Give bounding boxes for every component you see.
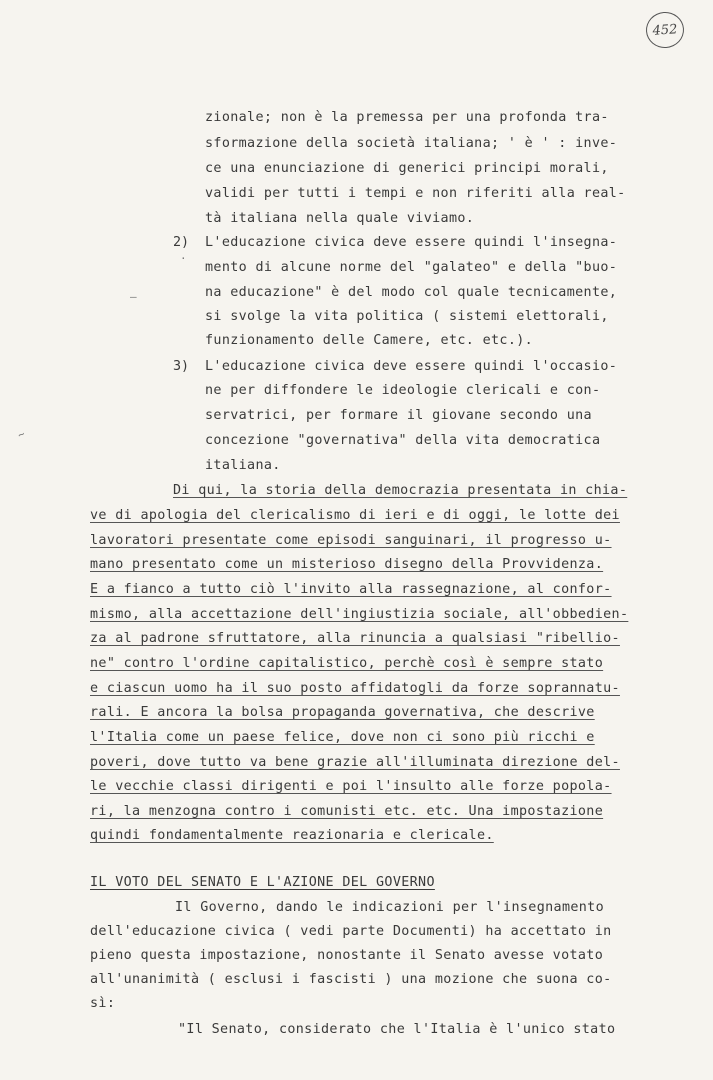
text-line: le vecchie classi dirigenti e poi l'insulto alle forze popola- <box>90 779 612 794</box>
text-line: pieno questa impostazione, nonostante il Senato avesse votato <box>90 948 604 963</box>
text-line: all'unanimità ( esclusi i fascisti ) una mozione che suona co- <box>90 972 612 987</box>
text-line: servatrici, per formare il giovane secondo una <box>205 408 592 423</box>
list-item-number: 3) <box>173 359 190 374</box>
page-number-stamp: 452 <box>645 11 685 50</box>
text-line: ce una enunciazione di generici principi morali, <box>205 161 609 176</box>
text-line: ne" contro l'ordine capitalistico, perchè così è sempre stato <box>90 656 604 671</box>
text-line: rali. E ancora la bolsa propaganda governativa, che descrive <box>90 705 595 720</box>
text-line: Il Governo, dando le indicazioni per l'insegnamento <box>175 900 605 915</box>
margin-mark: – <box>130 290 137 303</box>
text-line: funzionamento delle Camere, etc. etc.). <box>205 333 534 348</box>
text-line: na educazione" è del modo col quale tecnicamente, <box>205 285 618 300</box>
text-line: si svolge la vita politica ( sistemi elettorali, <box>205 309 609 324</box>
text-line: lavoratori presentate come episodi sanguinari, il progresso u- <box>90 533 612 548</box>
text-line: validi per tutti i tempi e non riferiti alla real- <box>205 186 626 201</box>
text-line: l'Italia come un paese felice, dove non ci sono più ricchi e <box>90 730 595 745</box>
text-line: dell'educazione civica ( vedi parte Documenti) ha accettato in <box>90 924 612 939</box>
text-line: E a fianco a tutto ciò l'invito alla rassegnazione, al confor- <box>90 582 612 597</box>
section-heading: IL VOTO DEL SENATO E L'AZIONE DEL GOVERNO <box>90 875 435 890</box>
text-line: quindi fondamentalmente reazionaria e clericale. <box>90 828 494 843</box>
text-line: Di qui, la storia della democrazia presentata in chia- <box>173 483 628 498</box>
text-line: poveri, dove tutto va bene grazie all'illuminata direzione del- <box>90 755 620 770</box>
text-line: za al padrone sfruttatore, alla rinuncia a qualsiasi "ribellio- <box>90 631 620 646</box>
text-line: concezione "governativa" della vita democratica <box>205 433 601 448</box>
text-line: L'educazione civica deve essere quindi l'occasio- <box>205 359 618 374</box>
text-line: ve di apologia del clericalismo di ieri e di oggi, le lotte dei <box>90 508 620 523</box>
text-line: e ciascun uomo ha il suo posto affidatogli da forze soprannatu- <box>90 681 620 696</box>
text-line: italiana. <box>205 458 281 473</box>
margin-mark: ~ <box>15 427 28 442</box>
text-line: mano presentato come un misterioso disegno della Provvidenza. <box>90 557 604 572</box>
text-line: ne per diffondere le ideologie clericali e con- <box>205 383 601 398</box>
text-line: mento di alcune norme del "galateo" e della "buo- <box>205 260 618 275</box>
text-line: zionale; non è la premessa per una profonda tra- <box>205 110 609 125</box>
text-line: tà italiana nella quale viviamo. <box>205 211 475 226</box>
text-line: sformazione della società italiana; ' è ' : inve- <box>205 136 618 151</box>
text-line: L'educazione civica deve essere quindi l'insegna- <box>205 235 618 250</box>
text-line: sì: <box>90 996 116 1011</box>
quote-line: "Il Senato, considerato che l'Italia è l'unico stato <box>178 1022 616 1037</box>
text-line: ri, la menzogna contro i comunisti etc. etc. Una impostazione <box>90 804 604 819</box>
list-item-number: 2) <box>173 235 190 250</box>
margin-mark: · <box>180 252 187 265</box>
text-line: mismo, alla accettazione dell'ingiustizia sociale, all'obbedien- <box>90 607 629 622</box>
